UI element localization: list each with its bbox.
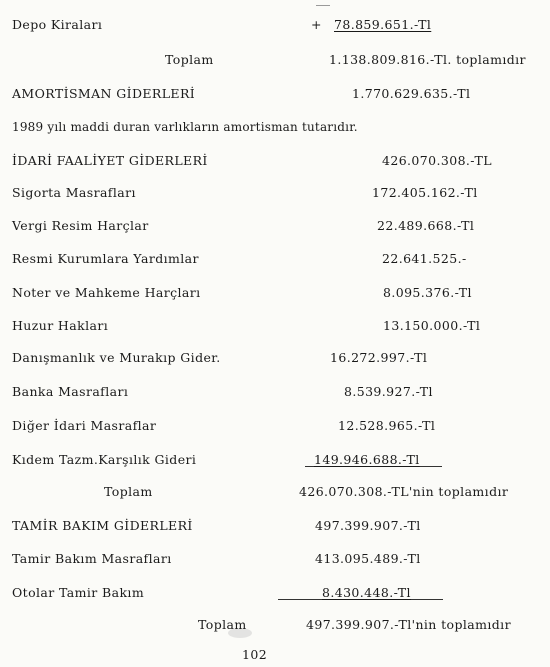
row-label-otolar: Otolar Tamir Bakım — [12, 585, 145, 600]
row-label-diger-idari: Diğer İdari Masraflar — [12, 418, 157, 433]
row-amount-danismanlik: 16.272.997.-Tl — [330, 350, 428, 365]
row-label-noter: Noter ve Mahkeme Harçları — [12, 285, 201, 300]
row-amount-idari-faaliyet: 426.070.308.-TL — [382, 153, 492, 168]
row-amount-depo-kiralari: 78.859.651.-Tl — [334, 17, 432, 32]
row-label-toplam-2: Toplam — [104, 484, 153, 499]
row-label-resmi-kurumlar: Resmi Kurumlara Yardımlar — [12, 251, 199, 266]
row-label-huzur: Huzur Hakları — [12, 318, 109, 333]
row-label-toplam-3: Toplam — [198, 617, 247, 632]
row-label-sigorta: Sigorta Masrafları — [12, 185, 136, 200]
scan-mark — [316, 5, 330, 6]
row-label-toplam-1: Toplam — [165, 52, 214, 67]
section-heading-idari-faaliyet: İDARİ FAALİYET GİDERLERİ — [12, 153, 208, 168]
row-prefix-plus: + — [311, 17, 322, 32]
row-amount-sigorta: 172.405.162.-Tl — [372, 185, 478, 200]
row-amount-otolar: 8.430.448.-Tl — [322, 585, 411, 600]
row-amount-huzur: 13.150.000.-Tl — [383, 318, 481, 333]
row-amount-tamir-bakim: 497.399.907.-Tl — [315, 518, 421, 533]
row-label-vergi-resim: Vergi Resim Harçlar — [12, 218, 149, 233]
row-amount-vergi-resim: 22.489.668.-Tl — [377, 218, 475, 233]
row-label-banka: Banka Masrafları — [12, 384, 129, 399]
row-amount-toplam-1: 1.138.809.816.-Tl. toplamıdır — [329, 52, 526, 67]
row-amount-tamir-bakim-masraflari: 413.095.489.-Tl — [315, 551, 421, 566]
row-amount-noter: 8.095.376.-Tl — [383, 285, 472, 300]
amortisman-note: 1989 yılı maddi duran varlıkların amortisman tutarıdır. — [12, 120, 358, 134]
row-amount-resmi-kurumlar: 22.641.525.- — [382, 251, 467, 266]
section-heading-tamir-bakim: TAMİR BAKIM GİDERLERİ — [12, 518, 193, 533]
row-amount-toplam-2: 426.070.308.-TL'nin toplamıdır — [299, 484, 509, 499]
row-label-tamir-bakim-masraflari: Tamir Bakım Masrafları — [12, 551, 172, 566]
row-amount-toplam-3: 497.399.907.-Tl'nin toplamıdır — [306, 617, 511, 632]
row-amount-amortisman: 1.770.629.635.-Tl — [352, 86, 471, 101]
page-number: 102 — [242, 647, 268, 662]
section-heading-amortisman: AMORTİSMAN GİDERLERİ — [12, 86, 196, 101]
row-amount-diger-idari: 12.528.965.-Tl — [338, 418, 436, 433]
row-label-depo-kiralari: Depo Kiraları — [12, 17, 103, 32]
row-amount-banka: 8.539.927.-Tl — [344, 384, 433, 399]
row-label-kidem: Kıdem Tazm.Karşılık Gideri — [12, 452, 197, 467]
row-amount-kidem: 149.946.688.-Tl — [314, 452, 420, 467]
row-label-danismanlik: Danışmanlık ve Murakıp Gider. — [12, 350, 221, 365]
